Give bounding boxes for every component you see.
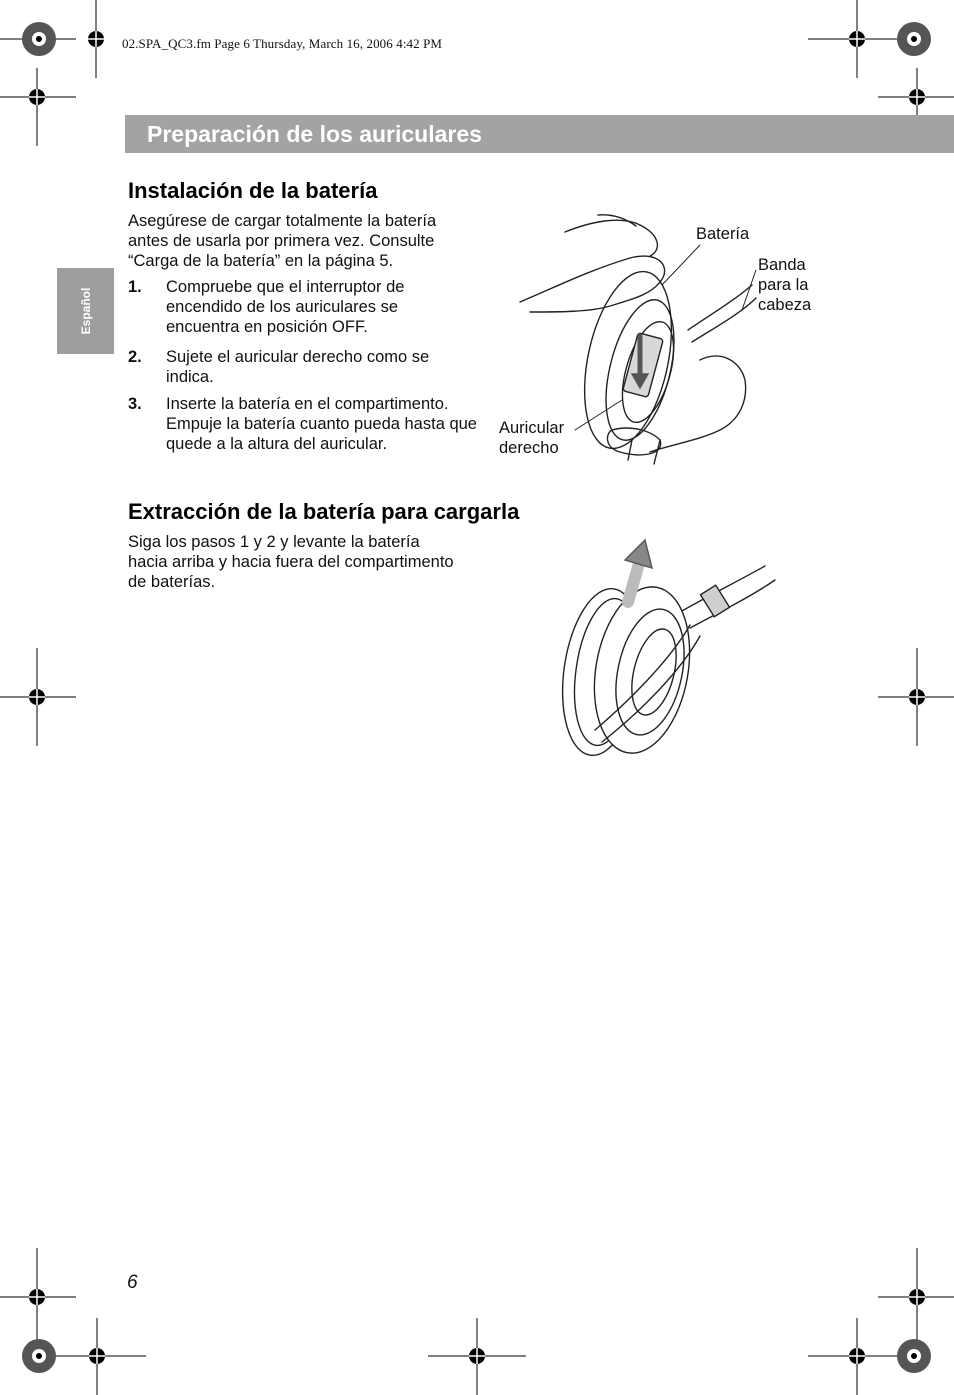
battery-label: Batería (696, 225, 750, 243)
remove-heading: Extracción de la batería para cargarla (128, 499, 520, 524)
earcup-label-line1: Auricular (499, 419, 565, 437)
step-number: 2. (128, 348, 142, 366)
step-number: 3. (128, 395, 142, 413)
step-text: Sujete el auricular derecho como se indica. (166, 348, 430, 386)
headband-label-line2: para la (758, 276, 809, 294)
headband-label-line1: Banda (758, 256, 806, 274)
remove-text: Siga los pasos 1 y 2 y levante la batería hacia arriba y hacia fuera del compartimento de baterías. (128, 533, 454, 591)
earcup-label-line2: derecho (499, 439, 559, 457)
step-number: 1. (128, 278, 142, 296)
section-title: Preparación de los auriculares (147, 121, 482, 147)
headband-label-line3: cabeza (758, 296, 812, 314)
install-intro: Asegúrese de cargar totalmente la batería antes de usarla por primera vez. Consulte “Carga de la batería” en la página 5. (128, 212, 437, 270)
step-text: Inserte la batería en el compartimento. Empuje la batería cuanto pueda hasta que quede a la altura del auricular. (166, 395, 477, 453)
file-info: 02.SPA_QC3.fm Page 6 Thursday, March 16, 2006 4:42 PM (122, 36, 443, 51)
language-tab-label: Español (78, 287, 93, 335)
install-heading: Instalación de la batería (128, 178, 378, 203)
step-text: Compruebe que el interruptor de encendido de los auriculares se encuentra en posición OFF. (166, 278, 405, 336)
page-number: 6 (127, 1272, 138, 1293)
